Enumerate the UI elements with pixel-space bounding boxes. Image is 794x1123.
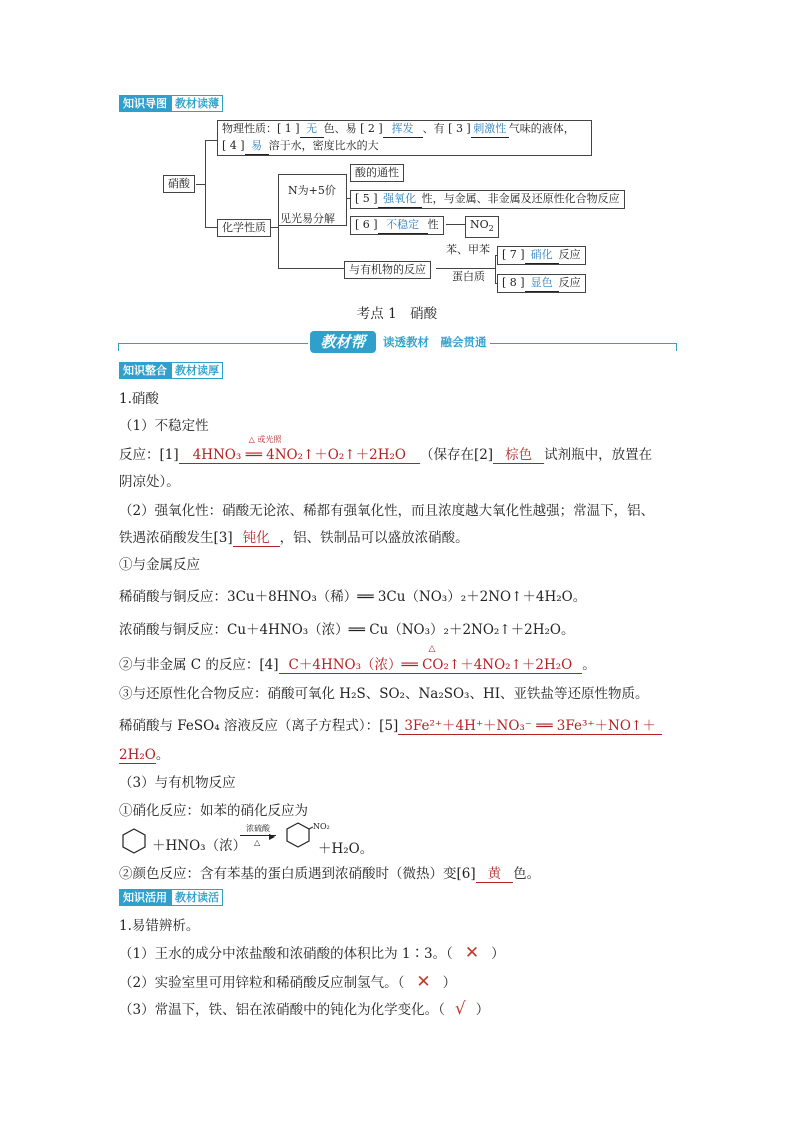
s12b-post: ，铝、铁制品可以盛放浓硝酸。 — [279, 530, 469, 546]
phys-text: 气味的液体， — [508, 122, 575, 135]
nitration-heading: ①硝化反应：如苯的硝化反应为 — [119, 803, 308, 819]
b8-text: 反应 — [558, 276, 581, 289]
phys-text: 、有 [ 3 ] — [422, 122, 471, 135]
map-light: 见光易分解 — [280, 212, 335, 225]
s12b-prefix: 铁遇浓硝酸发生[3] — [119, 530, 233, 546]
map-protein: 蛋白质 — [452, 270, 485, 283]
section-tag-knowledge-map — [119, 95, 223, 110]
b7-text: [ 7 ] — [502, 248, 525, 261]
cross-mark-icon: ✕ — [464, 943, 480, 963]
o2-post: 色。 — [513, 866, 541, 882]
answer-4: 易 — [245, 138, 269, 155]
map-organic: 与有机物的反应 — [344, 261, 431, 279]
answer-5: 3Fe²⁺＋4H⁺＋NO₃⁻ ══ 3Fe³⁺＋NO↑＋ — [398, 714, 661, 735]
subsection-1-3: （3）与有机物反应 — [119, 775, 236, 791]
color-reaction — [119, 862, 540, 883]
nitro-group: NO₂ — [313, 822, 330, 831]
nitration-reactant: ＋HNO₃（浓） — [152, 838, 247, 854]
answer-7: 硝化 — [525, 247, 559, 264]
map-no2: $NO_2$ — [465, 216, 499, 238]
tag-label-a: 知识导图 — [119, 95, 171, 112]
map-color-reaction — [497, 274, 586, 293]
map-nitration — [497, 246, 586, 265]
no2-text: NO — [470, 218, 489, 231]
m2-post: 。 — [582, 657, 596, 673]
q3-text: （3）常温下，铁、铝在浓硝酸中的钝化为化学变化。（ — [119, 1002, 445, 1018]
q1-text: （1）王水的成分中浓盐酸和浓硝酸的体积比为 1∶3。（ — [119, 946, 453, 962]
subsection-1-1: （1）不稳定性 — [119, 418, 209, 434]
metal-reaction-heading: ①与金属反应 — [119, 557, 200, 573]
q2-close: ） — [442, 975, 457, 991]
section-tag-knowledge-integration — [119, 362, 223, 377]
subsection-1-2: （2）强氧化性：硝酸无论浓、稀都有强氧化性，而且浓度越大氧化性越强；常温下，铝、 — [119, 503, 655, 519]
map-root: 硝酸 — [163, 175, 195, 193]
nitrobenzene-ring-icon — [283, 820, 313, 850]
benzene-ring-icon — [119, 826, 149, 856]
b6-text: [ 6 ] — [355, 218, 378, 231]
answer-1: 无 — [300, 121, 324, 138]
m2-prefix: ②与非金属 C 的反应：[4] — [119, 657, 279, 673]
answer-2: 挥发 — [383, 121, 423, 138]
arrow-head-icon: ▶ — [269, 832, 276, 841]
b5-text: [ 5 ] — [355, 192, 378, 205]
map-n5: N为+5价 — [288, 184, 336, 197]
m2-condition: △ — [428, 644, 436, 654]
tag-label-b: 教材读薄 — [171, 95, 223, 112]
phys-text: 物理性质：[ 1 ] — [222, 122, 300, 135]
ferrous-reaction-line2 — [119, 743, 169, 764]
reducing-compounds: ③与还原性化合物反应：硝酸可氧化 H₂S、SO₂、Na₂SO₃、HI、亚铁盐等还原性物质。 — [119, 686, 649, 702]
map-benzene: 苯、甲苯 — [446, 243, 490, 256]
b6-text: 性 — [427, 218, 439, 231]
reaction-1-line2: 阴凉处）。 — [119, 474, 180, 490]
check-mark-icon: √ — [454, 999, 466, 1019]
reaction-1 — [119, 435, 653, 464]
question-2 — [119, 971, 456, 992]
banner-title: 教材帮 — [310, 331, 376, 353]
ferrous-reaction — [119, 714, 662, 735]
conc-copper-equation: 浓硝酸与铜反应：Cu＋4HNO₃（浓）══ Cu（NO₃）₂＋2NO₂↑＋2H₂O。 — [119, 622, 575, 638]
o2-prefix: ②颜色反应：含有苯基的蛋白质遇到浓硝酸时（微热）变[6] — [119, 866, 476, 882]
nitration-catalyst: 浓硫酸 — [246, 824, 270, 833]
subsection-1: 1.硝酸 — [119, 391, 159, 407]
answer-5: 强氧化 — [378, 191, 422, 208]
tag-label-a: 知识整合 — [119, 362, 171, 379]
answer-6: 黄 — [476, 862, 514, 883]
map-chemical-properties: 化学性质 — [217, 219, 271, 237]
question-3 — [119, 998, 489, 1019]
q1-close: ） — [491, 946, 505, 962]
answer-3: 钝化 — [233, 526, 280, 547]
m2-equation: C＋4HNO₃（浓）══ CO₂↑＋4NO₂↑＋2H₂O — [288, 657, 573, 673]
m4-prefix: 稀硝酸与 FeSO₄ 溶液反应（离子方程式）：[5] — [119, 718, 399, 734]
answer-8: 显色 — [525, 275, 559, 292]
nonmetal-reaction — [119, 644, 596, 674]
r1-condition: △ 或光照 — [248, 435, 282, 444]
section-tag-knowledge-application — [119, 889, 223, 904]
phys-text: [ 4 ] — [222, 139, 245, 152]
tag-label-a: 知识活用 — [119, 889, 171, 906]
banner-subtitle: 读透教材 融会贯通 — [383, 335, 487, 349]
nitration-product: ＋H₂O。 — [318, 841, 374, 857]
answer-r2: 棕色 — [493, 443, 544, 464]
phys-text: 溶于水，密度比水的大 — [268, 139, 379, 152]
answer-3: 刺激性 — [471, 121, 509, 138]
r1-equation: 4HNO₃ ══ 4NO₂↑＋O₂↑＋2H₂O — [192, 447, 406, 463]
answer-r1 — [179, 435, 420, 464]
phys-text: 色、易 [ 2 ] — [323, 122, 383, 135]
tag-label-b: 教材读厚 — [171, 362, 223, 379]
passivation-line — [119, 526, 469, 547]
section-heading: 考点 1 硝酸 — [356, 306, 438, 322]
map-physical-properties — [217, 120, 592, 156]
question-1 — [119, 942, 505, 963]
cross-mark-icon: ✕ — [416, 972, 431, 992]
map-unstable — [350, 216, 444, 235]
exercise-heading: 1.易错辨析。 — [119, 918, 200, 934]
q3-close: ） — [475, 1002, 490, 1018]
q2-text: （2）实验室里可用锌粒和稀硝酸反应制氢气。（ — [119, 975, 405, 991]
r1-prefix: 反应：[1] — [119, 447, 179, 463]
answer-4 — [279, 644, 583, 674]
tag-label-b: 教材读活 — [171, 889, 223, 906]
b7-text: 反应 — [558, 248, 581, 261]
b8-text: [ 8 ] — [502, 276, 525, 289]
r1-post: 试剂瓶中，放置在 — [544, 447, 653, 463]
dilute-copper-equation: 稀硝酸与铜反应：3Cu＋8HNO₃（稀）══ 3Cu（NO₃）₂＋2NO↑＋4H₂O。 — [119, 589, 587, 605]
m4-post: 。 — [155, 747, 170, 763]
map-acid-property: 酸的通性 — [350, 164, 404, 182]
r1-middle: （保存在[2] — [419, 447, 494, 463]
b5-text: 性，与金属、非金属及还原性化合物反应 — [421, 192, 620, 205]
answer-5-cont: 2H₂O — [119, 747, 156, 763]
nitration-heat: △ — [254, 838, 261, 847]
answer-6: 不稳定 — [378, 217, 428, 234]
map-oxidizing — [350, 190, 625, 209]
